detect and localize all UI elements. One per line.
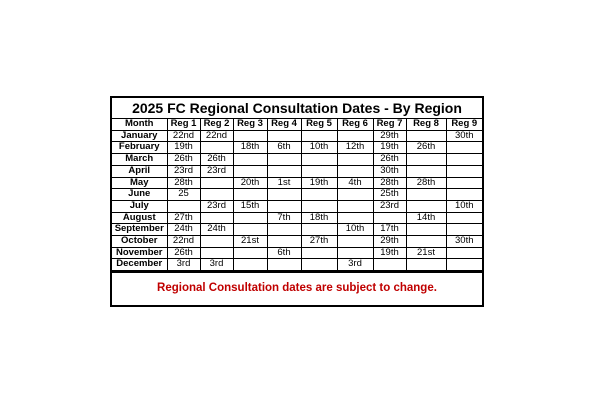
table-row: [112, 154, 482, 166]
date-cell: [337, 200, 373, 212]
date-cell: 26th: [373, 154, 406, 166]
date-cell: 28th: [373, 177, 406, 189]
date-cell: 30th: [446, 130, 482, 142]
date-cell: [301, 259, 337, 271]
date-cell: 23rd: [167, 165, 200, 177]
date-cell: [233, 130, 267, 142]
date-cell: 28th: [167, 177, 200, 189]
date-cell: [373, 259, 406, 271]
date-cell: [301, 224, 337, 236]
date-cell: 18th: [233, 142, 267, 154]
month-cell: December: [112, 259, 167, 271]
date-cell: [406, 165, 446, 177]
column-header-reg-5: Reg 5: [301, 119, 337, 130]
date-cell: 7th: [267, 212, 301, 224]
date-cell: [406, 200, 446, 212]
date-cell: 3rd: [337, 259, 373, 271]
date-cell: 26th: [200, 154, 233, 166]
date-cell: [406, 224, 446, 236]
date-cell: [406, 154, 446, 166]
date-cell: 20th: [233, 177, 267, 189]
date-cell: [337, 154, 373, 166]
date-cell: [267, 259, 301, 271]
date-cell: [267, 236, 301, 248]
date-cell: 24th: [167, 224, 200, 236]
date-cell: 21st: [233, 236, 267, 248]
date-cell: 19th: [373, 247, 406, 259]
date-cell: 26th: [406, 142, 446, 154]
table-row: [112, 165, 482, 177]
date-cell: [301, 247, 337, 259]
date-cell: [200, 247, 233, 259]
table-row: [112, 224, 482, 236]
column-header-reg-6: Reg 6: [337, 119, 373, 130]
month-cell: March: [112, 154, 167, 166]
date-cell: [233, 189, 267, 201]
date-cell: [301, 154, 337, 166]
date-cell: [406, 130, 446, 142]
month-cell: September: [112, 224, 167, 236]
date-cell: [267, 154, 301, 166]
date-cell: 30th: [446, 236, 482, 248]
date-cell: 10th: [446, 200, 482, 212]
column-header-reg-7: Reg 7: [373, 119, 406, 130]
date-cell: 15th: [233, 200, 267, 212]
date-cell: 25: [167, 189, 200, 201]
date-cell: [406, 259, 446, 271]
date-cell: [446, 247, 482, 259]
table-body: [112, 130, 482, 270]
date-cell: 25th: [373, 189, 406, 201]
date-cell: [267, 200, 301, 212]
date-cell: 6th: [267, 247, 301, 259]
date-cell: 26th: [167, 247, 200, 259]
date-cell: [200, 212, 233, 224]
date-cell: [446, 212, 482, 224]
date-cell: 10th: [337, 224, 373, 236]
month-cell: February: [112, 142, 167, 154]
date-cell: 26th: [167, 154, 200, 166]
date-cell: 1st: [267, 177, 301, 189]
table-row: [112, 177, 482, 189]
date-cell: 23rd: [200, 165, 233, 177]
date-cell: [200, 189, 233, 201]
header-row: [112, 119, 482, 130]
disclaimer-note: Regional Consultation dates are subject to change.: [112, 271, 482, 305]
date-cell: 22nd: [167, 236, 200, 248]
date-cell: [233, 224, 267, 236]
date-cell: 18th: [301, 212, 337, 224]
date-cell: 22nd: [167, 130, 200, 142]
date-cell: 3rd: [200, 259, 233, 271]
date-cell: [233, 212, 267, 224]
consultation-dates-sheet: [110, 96, 484, 307]
date-cell: 19th: [373, 142, 406, 154]
table-row: [112, 142, 482, 154]
date-cell: 23rd: [200, 200, 233, 212]
date-cell: [200, 142, 233, 154]
date-cell: [267, 224, 301, 236]
date-cell: [233, 154, 267, 166]
month-cell: October: [112, 236, 167, 248]
column-header-reg-2: Reg 2: [200, 119, 233, 130]
date-cell: 21st: [406, 247, 446, 259]
month-cell: May: [112, 177, 167, 189]
date-cell: 22nd: [200, 130, 233, 142]
date-cell: 4th: [337, 177, 373, 189]
date-cell: [267, 130, 301, 142]
date-cell: 19th: [301, 177, 337, 189]
date-cell: 29th: [373, 130, 406, 142]
month-cell: April: [112, 165, 167, 177]
date-cell: 14th: [406, 212, 446, 224]
month-cell: June: [112, 189, 167, 201]
date-cell: [301, 130, 337, 142]
date-cell: 30th: [373, 165, 406, 177]
date-cell: [446, 154, 482, 166]
date-cell: [233, 259, 267, 271]
table-row: [112, 212, 482, 224]
date-cell: 19th: [167, 142, 200, 154]
date-cell: 12th: [337, 142, 373, 154]
date-cell: [337, 189, 373, 201]
table-row: [112, 259, 482, 271]
date-cell: [406, 189, 446, 201]
date-cell: [167, 200, 200, 212]
date-cell: [301, 189, 337, 201]
date-cell: 17th: [373, 224, 406, 236]
table-row: [112, 247, 482, 259]
column-header-reg-4: Reg 4: [267, 119, 301, 130]
date-cell: 24th: [200, 224, 233, 236]
date-cell: [200, 236, 233, 248]
column-header-month: Month: [112, 119, 167, 130]
date-cell: [301, 165, 337, 177]
date-cell: [233, 165, 267, 177]
month-cell: January: [112, 130, 167, 142]
date-cell: [406, 236, 446, 248]
column-header-reg-3: Reg 3: [233, 119, 267, 130]
date-cell: [337, 247, 373, 259]
date-cell: 29th: [373, 236, 406, 248]
table-row: [112, 189, 482, 201]
date-cell: [446, 177, 482, 189]
date-cell: 27th: [301, 236, 337, 248]
column-header-reg-1: Reg 1: [167, 119, 200, 130]
date-cell: [446, 259, 482, 271]
sheet-title: 2025 FC Regional Consultation Dates - By Region: [112, 98, 482, 119]
table-row: [112, 200, 482, 212]
date-cell: [446, 224, 482, 236]
month-cell: August: [112, 212, 167, 224]
date-cell: [446, 189, 482, 201]
date-cell: [233, 247, 267, 259]
date-cell: 23rd: [373, 200, 406, 212]
date-cell: [446, 165, 482, 177]
month-cell: July: [112, 200, 167, 212]
table-row: [112, 236, 482, 248]
table-row: [112, 130, 482, 142]
date-cell: [267, 165, 301, 177]
date-cell: 3rd: [167, 259, 200, 271]
month-cell: November: [112, 247, 167, 259]
date-cell: [337, 165, 373, 177]
date-cell: [446, 142, 482, 154]
date-cell: [301, 200, 337, 212]
date-cell: 28th: [406, 177, 446, 189]
date-cell: [337, 130, 373, 142]
date-cell: [337, 236, 373, 248]
column-header-reg-8: Reg 8: [406, 119, 446, 130]
column-header-reg-9: Reg 9: [446, 119, 482, 130]
date-cell: 27th: [167, 212, 200, 224]
date-cell: [200, 177, 233, 189]
date-cell: 10th: [301, 142, 337, 154]
date-cell: 6th: [267, 142, 301, 154]
date-cell: [267, 189, 301, 201]
dates-table: [112, 119, 482, 271]
date-cell: [373, 212, 406, 224]
date-cell: [337, 212, 373, 224]
